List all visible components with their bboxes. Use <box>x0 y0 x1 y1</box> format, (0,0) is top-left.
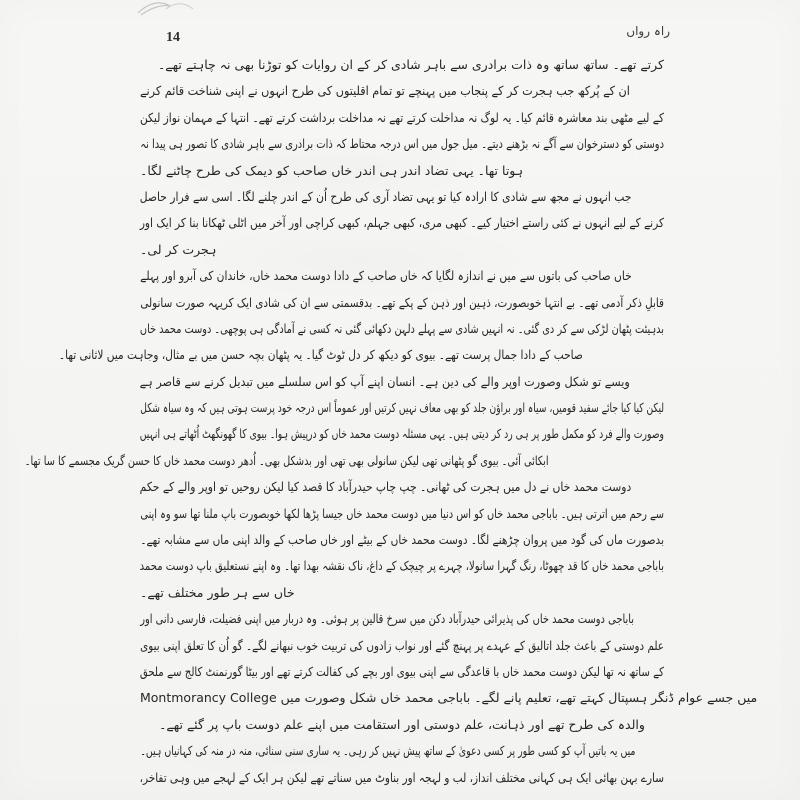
text-line: ویسے تو شکل وصورت اوپر والے کی دین ہے۔ انسان اپنے آپ کو اس سلسلے میں تبدیل کرنے سے قاصر ہے <box>139 373 630 389</box>
text-line: باباجی محمد خاں کا قد چھوٹا، رنگ گہرا سانولا، چہرے پر چیچک کے داغ، ناک نقشہ بھدا تھا۔ وہ اپنے نستعلیق باپ دوست محمد <box>139 558 664 574</box>
text-line: میں یہ باتیں آپ کو کسی طور پر کسی دعویٰ کے ساتھ پیش نہیں کر رہی۔ یہ ساری سنی سنائی، منہ در منہ کی کہانیاں ہیں۔ <box>140 743 636 759</box>
text-line: صاحب کے دادا جمال پرست تھے۔ بیوی کو دیکھ کر دل ٹوٹ گیا۔ یہ پٹھان بچہ حسن میں بے مثال، وجاہت میں لاثانی تھا۔ <box>58 347 583 363</box>
text-line: خاں صاحب کی باتوں سے میں نے اندازہ لگایا کہ خاں صاحب کے دادا دوست محمد خاں، خاندان کی آبرو اور پہلے <box>140 268 632 284</box>
text-line: Montmorancy College میں جسے عوام ڈنگر ہسپتال کہتے تھے، تعلیم پانے لگے۔ باباجی محمد خاں شکل وصورت میں <box>140 690 758 706</box>
text-line: ان کے پُرکھ جب ہجرت کر کے پنجاب میں پہنچے تو تمام اقلیتوں کی طرح انہوں نے اپنی شناخت قائم کرنے <box>139 83 630 99</box>
text-line: لیکن کیا کیا جائے سفید قومیں، سیاہ اور براؤن جلد کو بھی معاف نہیں کرتیں اور عموماً اس درجہ خود پرست ہوتی ہیں کہ وہ سیاہ شکل <box>140 400 664 416</box>
text-line: جب انہوں نے مجھ سے شادی کا ارادہ کیا تو یہی تضاد آری کی طرح اُن کے اندر چلنے لگا۔ اسی سے فرار حاصل <box>139 188 632 204</box>
text-line: کے ساتھ نہ تھا لیکن دوست محمد خاں با قاعدگی سے اپنی بیوی اور بچے کی کفالت کرتے تھے اور بیٹا گورنمنٹ کالج سے ملحق <box>139 663 664 679</box>
text-line: والدہ کی طرح تھے اور ذہانت، علم دوستی اور استقامت میں اپنے علم دوست باپ پر گئے تھے۔ <box>159 716 645 732</box>
pencil-scribble-mark <box>136 0 198 20</box>
text-line: بدصورت ماں کی گود میں پروان چڑھنے لگا۔ دوست محمد خاں کے بیٹے اور خاں صاحب کے والد اپنی ماں سے مشابہ تھے۔ <box>140 532 664 548</box>
body-text-block <box>24 52 758 791</box>
text-line: بدہیئت پٹھان لڑکی سے کر دی گئی۔ نہ انہیں شادی سے پہلے دلہن دکھائی گئی نہ کسی نے آمادگی ہی پوچھی۔ دوست محمد خاں <box>139 320 664 336</box>
text-line: سارے بہن بھائی ایک ہی کہانی مختلف انداز، لب و لہجہ اور بناوٹ میں سناتے تھے لیکن ہر ایک کے لہجے میں وہی تفاخر، <box>139 769 664 785</box>
text-line: علم دوستی کے باعث جلد اتالیق کے عہدے پر پہنچ گئے اور نواب زادوں کی تربیت خوب نبھانے لگے۔ گو اُن کا تعلق اپنی بیوی <box>140 637 664 653</box>
running-title: راہ رواں <box>626 24 670 38</box>
text-line: دوست محمد خاں نے دل میں ہجرت کی ٹھانی۔ چپ چاپ حیدرآباد کا قصد کیا لیکن روحیں تو اوپر والے کے حکم <box>139 479 632 495</box>
text-line: سے رحم میں اترتی ہیں۔ باباجی محمد خاں کو اس دنیا میں دوست محمد خاں جیسا پڑھا لکھا خوبصورت باپ ملنا تھا سو وہ اپنی <box>140 505 664 521</box>
text-line: وصورت والے فرد کو مکمل طور پر ہی رد کر دیتی ہیں۔ یہی مسئلہ دوست محمد خاں کو درپیش ہوا۔ بیوی کا گھونگھٹ اُٹھاتے ہی انہیں <box>139 426 664 442</box>
page-number: 14 <box>166 30 180 45</box>
text-line: خاں سے ہر طور مختلف تھے۔ <box>140 584 295 600</box>
text-line: ابکائی آئی۔ بیوی گو پٹھانی تھی لیکن سانولی بھی تھی اور بدشکل بھی۔ اُدھر دوست محمد خاں کا حسن گریک مجسمے کا سا تھا۔ <box>24 452 549 468</box>
text-line: کرنے کے لیے انہوں نے کئی راستے اختیار کیے۔ کبھی مری، کبھی جہلم، کبھی کراچی اور آخر میں اٹلی ٹھکانا بنا کر ایک اور <box>139 215 664 231</box>
text-line: کے لیے مٹھی بند معاشرہ قائم کیا۔ یہ لوگ نہ مداخلت کرتے تھے نہ مداخلت برداشت کرتے تھے۔ انتہا کے مہمان نواز لیکن <box>139 109 664 125</box>
text-line: دوستی کو دسترخوان سے آگے نہ بڑھنے دیتے۔ میل جول میں اس درجہ محتاط کہ ذات برادری سے باہر شادی کا تصور ہی پیدا نہ <box>140 136 664 152</box>
text-line: ہجرت کر لی۔ <box>140 241 217 257</box>
text-line: ہوتا تھا۔ یہی تضاد اندر ہی اندر خاں صاحب کو دیمک کی طرح چاٹنے لگا۔ <box>140 162 524 178</box>
text-line: باباجی دوست محمد خاں کی پذیرائی حیدرآباد دکن میں سرخ قالین پر ہوئی۔ وہ دربار میں اپنی فضیلت، فارسی دانی اور <box>140 611 634 627</box>
text-line: قابلِ ذکر آدمی تھے۔ بے انتہا خوبصورت، ذہین اور ذہن کے پکے تھے۔ بدقسمتی سے ان کی شادی ایک کریہہ صورت سانولی <box>140 294 665 310</box>
text-line: کرتے تھے۔ ساتھ ساتھ وہ ذات برادری سے باہر شادی کر کے ان روایات کو توڑنا بھی نہ چاہتے تھے۔ <box>157 57 664 72</box>
